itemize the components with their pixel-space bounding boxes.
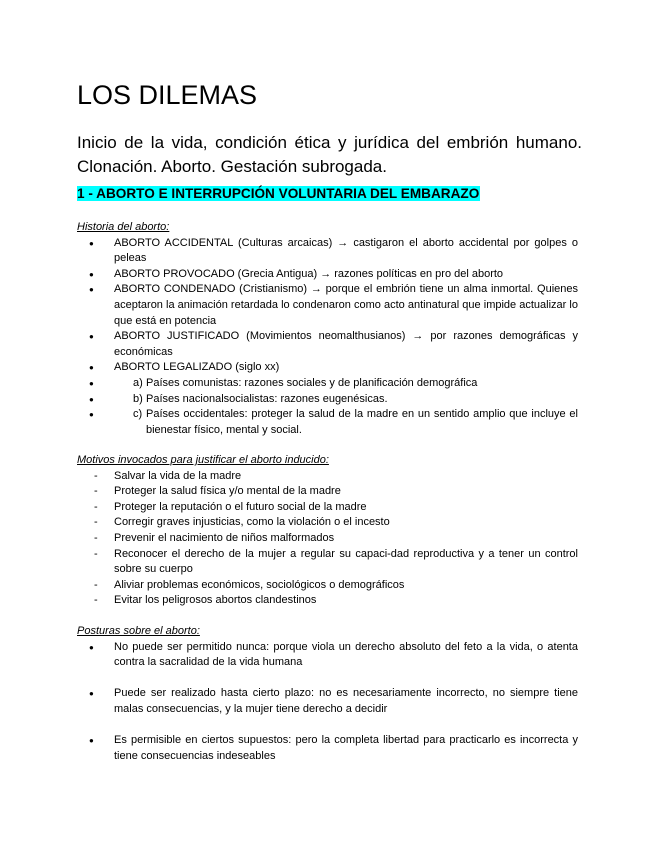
sub-list-item <box>77 392 578 408</box>
list-item: ● No puede ser permitido nunca: porque viola un derecho absoluto del feto a la vida, o atenta contra la sacralidad de la vida humana <box>77 640 578 671</box>
motivos-title: Motivos invocados para justificar el aborto inducido: <box>77 454 329 466</box>
list-item: ● ABORTO CONDENADO (Cristianismo) → porque el embrión tiene un alma inmortal. Quienes aceptaron la animación retardada lo condenaron como acto antinatural que impide actualizar lo que está en potencia <box>77 282 578 329</box>
historia-block <box>77 220 578 438</box>
list-item: - Proteger la reputación o el futuro social de la madre <box>77 500 578 516</box>
posturas-list <box>77 640 578 765</box>
list-item: ● ABORTO ACCIDENTAL (Culturas arcaicas) → castigaron el aborto accidental por golpes o peleas <box>77 236 578 267</box>
list-item: ● Es permisible en ciertos supuestos: pero la completa libertad para practicarlo es incorrecta y tiene consecuencias indeseables <box>77 733 578 764</box>
section-heading-text: 1 - ABORTO E INTERRUPCIÓN VOLUNTARIA DEL EMBARAZO <box>77 186 480 201</box>
posturas-block <box>77 624 578 780</box>
page-subtitle: Inicio de la vida, condición ética y jurídica del embrión humano. Clonación. Aborto. Gestación subrogada. <box>77 133 582 176</box>
section-heading <box>77 184 480 204</box>
sub-list-text: Países nacionalsocialistas: razones eugenésicas. <box>146 392 388 405</box>
list-item: - Prevenir el nacimiento de niños malformados <box>77 531 578 547</box>
list-item: ● ABORTO JUSTIFICADO (Movimientos neomalthusianos) → por razones demográficas y económicas <box>77 329 578 360</box>
sub-list-text: Países comunistas: razones sociales y de planificación demográfica <box>146 376 478 389</box>
sub-list-item <box>77 376 578 392</box>
sub-list-item <box>77 407 578 438</box>
list-item-text: ABORTO LEGALIZADO (siglo xx) <box>114 361 280 374</box>
sub-list-marker: ● a) <box>133 376 143 389</box>
list-item: - Evitar los peligrosos abortos clandestinos <box>77 593 578 609</box>
sub-list <box>77 376 578 438</box>
list-item: - Proteger la salud física y/o mental de la madre <box>77 484 578 500</box>
sub-list-marker: ● c) <box>133 408 143 421</box>
historia-list <box>77 236 578 439</box>
page-title: LOS DILEMAS <box>77 80 258 110</box>
motivos-block <box>77 453 578 609</box>
list-item: - Reconocer el derecho de la mujer a regular su capaci-dad reproductiva y a tener un control sobre su cuerpo <box>77 547 578 578</box>
posturas-title: Posturas sobre el aborto: <box>77 625 200 637</box>
historia-title: Historia del aborto: <box>77 221 170 233</box>
list-item: ● Puede ser realizado hasta cierto plazo: no es necesariamente incorrecto, no siempre tiene malas consecuencias, y la mujer tiene derecho a decidir <box>77 686 578 717</box>
list-item <box>77 360 578 438</box>
sub-list-marker: ● b) <box>133 392 143 405</box>
list-item: ● ABORTO PROVOCADO (Grecia Antigua) → razones políticas en pro del aborto <box>77 267 578 283</box>
list-item: - Aliviar problemas económicos, sociológicos o demográficos <box>77 578 578 594</box>
sub-list-text: Países occidentales: proteger la salud de la madre en un sentido amplio que incluye el bienestar físico, mental y social. <box>146 408 578 436</box>
motivos-list <box>77 469 578 609</box>
list-item: - Salvar la vida de la madre <box>77 469 578 485</box>
list-item: - Corregir graves injusticias, como la violación o el incesto <box>77 515 578 531</box>
